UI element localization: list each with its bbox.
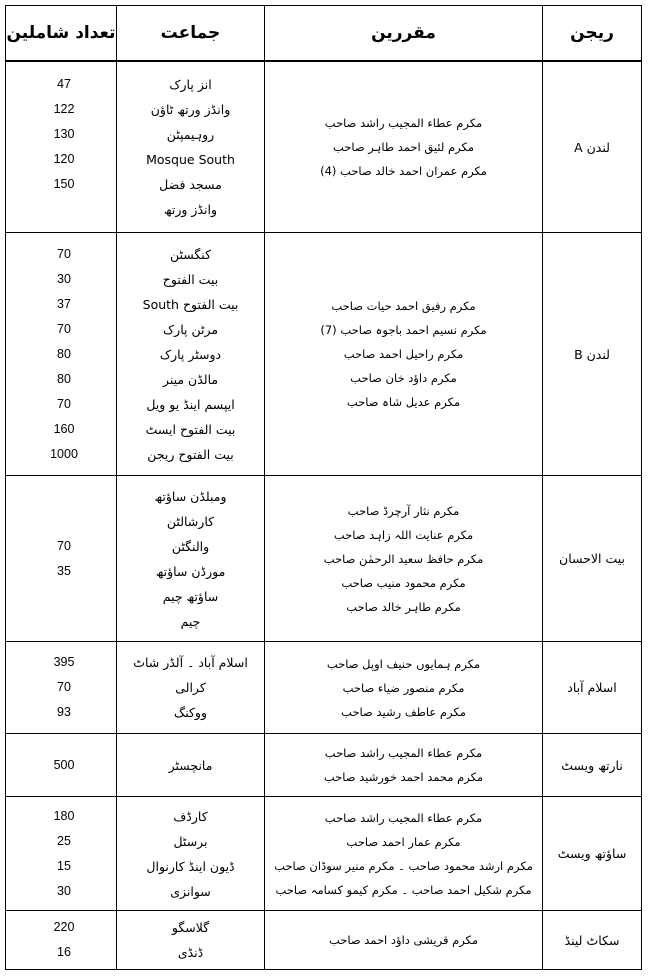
jamaat-item: والنگٹن — [171, 538, 210, 554]
speaker-column — [265, 911, 542, 969]
region-name: سکاٹ لینڈ — [564, 932, 620, 948]
jamaat-column — [117, 62, 264, 232]
table-row — [6, 476, 641, 642]
jamaat-item: ومبلڈن ساؤتھ — [154, 488, 227, 504]
region-name: لندن B — [574, 346, 610, 362]
speaker-item: مکرم عدیل شاہ صاحب — [346, 395, 461, 409]
count-item: 500 — [53, 757, 75, 772]
region-column — [543, 734, 641, 796]
count-item: 395 — [53, 655, 75, 669]
column-divider — [264, 6, 265, 969]
region-column — [543, 476, 641, 641]
count-item: 47 — [57, 77, 71, 91]
count-item: 180 — [53, 808, 75, 823]
count-column — [6, 911, 116, 969]
speaker-item: مکرم عطاء المجیب راشد صاحب — [324, 810, 483, 825]
jamaat-item: مالڈن مینر — [162, 371, 219, 387]
jamaat-item: وانڈز ورتھ ٹاؤن — [150, 102, 231, 117]
count-item: 70 — [57, 680, 71, 694]
speaker-item: مکرم نثار آرچرڈ صاحب — [347, 503, 460, 518]
speakers-table — [5, 5, 642, 970]
header-jamaat: جماعت — [160, 23, 221, 43]
jamaat-item: بیت الفتوح ایسٹ — [145, 421, 236, 437]
jamaat-column — [117, 911, 264, 969]
speaker-column — [265, 476, 542, 641]
speaker-column — [265, 797, 542, 910]
speaker-column — [265, 62, 542, 232]
jamaat-column — [117, 642, 264, 733]
speaker-item: مکرم شکیل احمد صاحب ۔ مکرم کیمو کسامہ صاحب — [275, 882, 532, 897]
speaker-item: مکرم راحیل احمد صاحب — [343, 347, 464, 361]
count-item: 16 — [57, 945, 71, 959]
header-count: تعداد شاملین — [6, 23, 116, 43]
region-column — [543, 642, 641, 733]
count-item: 70 — [57, 538, 71, 553]
jamaat-item: برسٹل — [173, 833, 208, 849]
jamaat-item: ساؤتھ چیم — [162, 588, 219, 604]
count-column — [6, 642, 116, 733]
jamaat-item: گلاسگو — [171, 920, 210, 935]
jamaat-item: ووکنگ — [174, 705, 207, 720]
count-item: 70 — [57, 321, 71, 336]
speaker-item: مکرم ہمایوں حنیف اوپل صاحب — [326, 656, 481, 671]
speaker-item: مکرم عمران احمد خالد صاحب (4) — [320, 164, 487, 178]
count-column — [6, 797, 116, 910]
count-column — [6, 476, 116, 641]
table-row — [6, 62, 641, 233]
region-column — [543, 233, 641, 475]
count-item: 37 — [57, 296, 71, 311]
count-item: 80 — [57, 371, 71, 386]
jamaat-item: مورڈن ساؤتھ — [155, 563, 226, 579]
jamaat-item: روہیمپٹن — [166, 127, 215, 142]
count-item: 25 — [57, 833, 71, 848]
speaker-item: مکرم حافظ سعید الرحمٰن صاحب — [323, 551, 484, 566]
count-item: 93 — [57, 705, 71, 719]
jamaat-item: دوسٹر پارک — [159, 346, 222, 362]
speaker-item: مکرم لئیق احمد طاہر صاحب — [332, 140, 475, 154]
jamaat-item: کنگسٹن — [169, 246, 212, 262]
count-item: 150 — [53, 177, 75, 191]
jamaat-item: سوانزی — [170, 883, 211, 899]
jamaat-column — [117, 476, 264, 641]
count-item: 122 — [53, 102, 75, 116]
jamaat-item: وانڈز ورتھ — [164, 202, 218, 217]
region-column — [543, 911, 641, 969]
region-name: ساؤتھ ویسٹ — [557, 846, 627, 861]
speaker-item: مکرم نسیم احمد باجوہ صاحب (7) — [320, 323, 487, 337]
region-column — [543, 797, 641, 910]
region-name: لندن A — [574, 139, 610, 155]
jamaat-column — [117, 797, 264, 910]
speaker-item: مکرم منصور ضیاء صاحب — [342, 680, 465, 695]
count-column — [6, 62, 116, 232]
table-header — [6, 6, 641, 62]
speaker-item: مکرم طاہر خالد صاحب — [346, 599, 461, 614]
count-item: 120 — [53, 152, 75, 166]
count-item: 220 — [53, 920, 75, 934]
speaker-item: مکرم رفیق احمد حیات صاحب — [331, 299, 476, 313]
header-speakers: مقررین — [371, 23, 436, 43]
column-divider — [116, 6, 117, 969]
region-name: نارتھ ویسٹ — [561, 757, 623, 773]
speaker-item: مکرم داؤد خان صاحب — [350, 371, 457, 385]
speaker-item: مکرم عطاء المجیب راشد صاحب — [324, 746, 483, 760]
count-item: 35 — [57, 563, 71, 578]
speaker-item: مکرم عاطف رشید صاحب — [341, 704, 466, 719]
count-column — [6, 734, 116, 796]
jamaat-item: ایپسم اینڈ یو ویل — [146, 396, 235, 412]
table-row — [6, 642, 641, 734]
jamaat-item: مرٹن پارک — [162, 321, 219, 337]
speaker-item: مکرم عطاء المجیب راشد صاحب — [324, 116, 483, 130]
jamaat-item: کارشالٹن — [166, 513, 215, 529]
jamaat-item: کارڈف — [173, 808, 208, 824]
table-row — [6, 797, 641, 911]
count-column — [6, 233, 116, 475]
jamaat-item: چیم — [180, 613, 201, 629]
count-item: 160 — [53, 421, 75, 436]
jamaat-item: مانچسٹر — [168, 757, 213, 773]
region-name: بیت الاحسان — [559, 551, 625, 566]
speaker-column — [265, 233, 542, 475]
region-name: اسلام آباد — [567, 680, 617, 695]
jamaat-item: مسجد فضل — [159, 177, 222, 192]
table-row — [6, 911, 641, 969]
count-item — [62, 197, 65, 222]
speaker-column — [265, 734, 542, 796]
header-region: ریجن — [570, 23, 614, 43]
speaker-item: مکرم عمار احمد صاحب — [346, 834, 461, 849]
jamaat-item: ڈنڈی — [177, 945, 204, 960]
column-divider — [542, 6, 543, 969]
count-item: 30 — [57, 271, 71, 286]
jamaat-column — [117, 734, 264, 796]
table-row — [6, 734, 641, 797]
count-item: 1000 — [50, 446, 78, 461]
jamaat-column — [117, 233, 264, 475]
jamaat-item: بیت الفتوح ریجن — [147, 446, 234, 462]
jamaat-item: انز پارک — [169, 77, 212, 92]
jamaat-item: بیت الفتوح — [162, 271, 219, 287]
table-row — [6, 233, 641, 476]
count-item: 130 — [53, 127, 75, 141]
jamaat-item: ڈیون اینڈ کارنوال — [146, 858, 235, 874]
count-item: 80 — [57, 346, 71, 361]
speaker-item: مکرم عنایت اللہ زاہد صاحب — [333, 527, 474, 542]
jamaat-item: Mosque South — [146, 152, 235, 167]
jamaat-item: کرالی — [175, 680, 206, 695]
count-item: 15 — [57, 858, 71, 873]
jamaat-item: اسلام آباد ۔ آلڈر شاٹ — [133, 655, 248, 670]
region-column — [543, 62, 641, 232]
speaker-item: مکرم محمود منیب صاحب — [341, 575, 466, 590]
speaker-item: مکرم قریشی داؤد احمد صاحب — [328, 933, 479, 947]
count-item: 30 — [57, 883, 71, 898]
speaker-column — [265, 642, 542, 733]
count-item: 70 — [57, 246, 71, 261]
jamaat-item: بیت الفتوح South — [142, 296, 239, 312]
count-item: 70 — [57, 396, 71, 411]
speaker-item: مکرم ارشد محمود صاحب ۔ مکرم منیر سوڈان صاحب — [274, 858, 533, 873]
speaker-item: مکرم محمد احمد خورشید صاحب — [323, 770, 484, 784]
